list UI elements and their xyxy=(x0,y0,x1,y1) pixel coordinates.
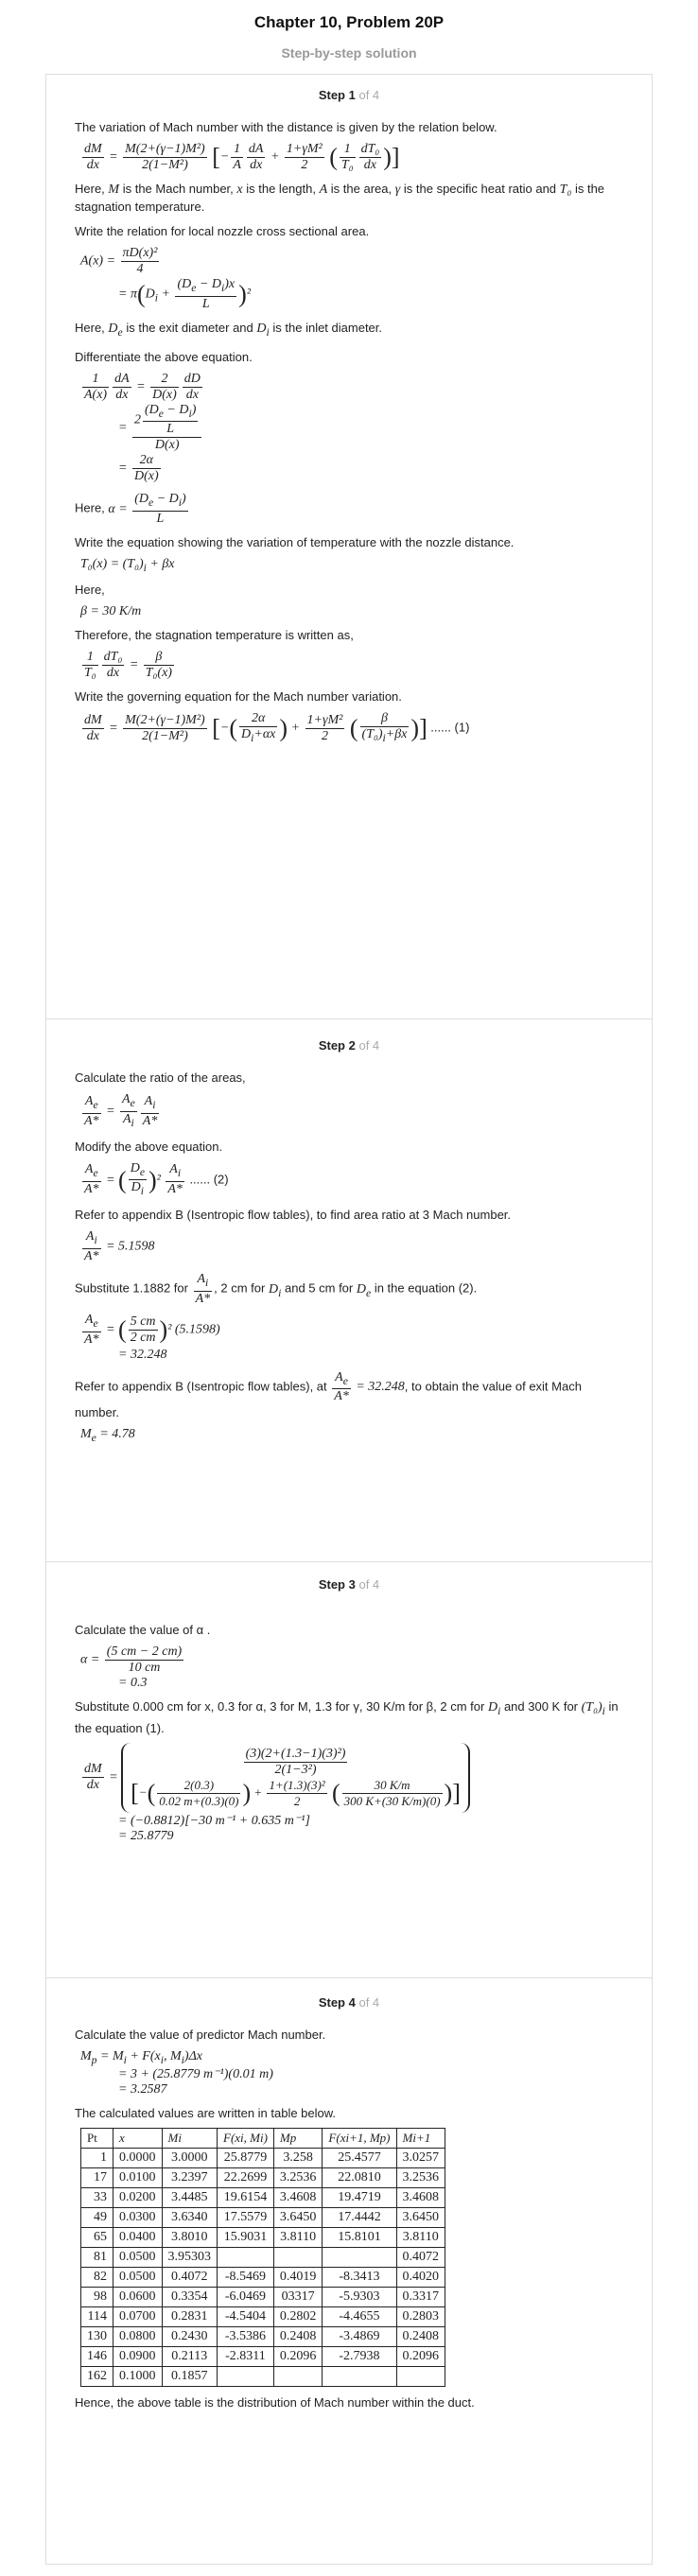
table-cell: 0.4072 xyxy=(396,2247,445,2267)
governing-equation: $\frac{dM}{dx}$ = $\frac{\text{M(2+(γ−1)M²)}}{\text{2(1−M²)}}$ [−( $\frac{2\alpha}{D_i+\alpha x}$ ) + $\frac{\text{1+γM²}}{2}$ ( $\frac{\beta}{(T_0)_i+\beta x}$ )] ...... (1) xyxy=(84,710,470,744)
step-1-variables-text: Here, M is the Mach number, x is the length, A is the area, γ is the specific heat ratio and T₀ is the stagnation temperature. xyxy=(75,182,605,214)
step-4-card xyxy=(45,1978,653,2565)
table-cell: 3.258 xyxy=(273,2148,323,2167)
table-cell: 65 xyxy=(81,2227,113,2247)
table-row xyxy=(81,2227,445,2247)
step-2-label: Step 2 xyxy=(318,1038,356,1053)
table-cell: 0.0800 xyxy=(113,2326,163,2346)
table-cell: 0.4020 xyxy=(396,2267,445,2287)
step-4-table-text: The calculated values are written in table below. xyxy=(75,2105,337,2120)
step-2-modify-text: Modify the above equation. xyxy=(75,1139,223,1154)
table-cell: -4.5404 xyxy=(218,2306,274,2326)
table-cell: 17.5579 xyxy=(218,2207,274,2227)
table-cell: 0.0200 xyxy=(113,2187,163,2207)
table-cell: 81 xyxy=(81,2247,113,2267)
table-row xyxy=(81,2207,445,2227)
step-2-heading xyxy=(75,1019,623,1062)
table-cell: 03317 xyxy=(273,2287,323,2306)
table-cell: 3.8110 xyxy=(273,2227,323,2247)
table-cell: 1 xyxy=(81,2148,113,2167)
table-cell: 3.2536 xyxy=(273,2167,323,2187)
step-1-alpha-text: Here, α = $\frac{(D_e - D_i)}{L}$ xyxy=(75,492,186,527)
table-cell: 162 xyxy=(81,2366,113,2386)
table-cell: 0.0600 xyxy=(113,2287,163,2306)
stagnation-equation: $\frac{1}{\text{T₀}}$ $\frac{\text{dT₀}}{dx}$ = $\frac{\beta}{\text{T₀(x)}}$ xyxy=(84,649,172,680)
table-cell: 0.0400 xyxy=(113,2227,163,2247)
table-cell: 3.4608 xyxy=(273,2187,323,2207)
table-header-row xyxy=(81,2128,445,2148)
table-cell: 146 xyxy=(81,2346,113,2366)
table-cell: 17.4442 xyxy=(323,2207,396,2227)
table-cell: 22.0810 xyxy=(323,2167,396,2187)
beta-value: β = 30 K/m xyxy=(80,603,142,618)
table-cell: 3.6450 xyxy=(273,2207,323,2227)
col-header: Mp xyxy=(273,2128,323,2148)
table-cell: 3.0257 xyxy=(396,2148,445,2167)
area-equation: A(x) = $\frac{\text{πD(x)²}}{4}$ = $\pi(D_i$ + $\frac{(D_e - D_i)x}{L}$ )² xyxy=(80,246,252,311)
table-cell: 17 xyxy=(81,2167,113,2187)
page-subtitle: Step-by-step solution xyxy=(281,45,417,61)
step-1-governing-text: Write the governing equation for the Mach number variation. xyxy=(75,688,402,704)
table-cell: 3.2397 xyxy=(162,2167,218,2187)
table-cell: 0.2113 xyxy=(162,2346,218,2366)
table-row xyxy=(81,2148,445,2167)
table-row xyxy=(81,2326,445,2346)
table-cell: 15.9031 xyxy=(218,2227,274,2247)
table-cell: 3.6340 xyxy=(162,2207,218,2227)
table-cell: 22.2699 xyxy=(218,2167,274,2187)
table-cell xyxy=(218,2366,274,2386)
step-2-of: of 4 xyxy=(358,1038,380,1053)
table-cell: 0.2408 xyxy=(396,2326,445,2346)
table-cell: 0.1857 xyxy=(162,2366,218,2386)
table-cell: 0.3354 xyxy=(162,2287,218,2306)
step-3-intro: Calculate the value of α . xyxy=(75,1623,211,1637)
step-1-label: Step 1 xyxy=(318,88,356,102)
table-cell: 0.0900 xyxy=(113,2346,163,2366)
table-cell: -6.0469 xyxy=(218,2287,274,2306)
col-header: F(xi, Mi) xyxy=(218,2128,274,2148)
table-cell: 0.2096 xyxy=(396,2346,445,2366)
exit-area-ratio-calc: $\frac{A_e}{A*}$ = ( $\frac{5 cm}{2 cm}$ )² (5.1598) = 32.248 xyxy=(84,1312,220,1362)
table-cell: 19.6154 xyxy=(218,2187,274,2207)
table-cell: -3.4869 xyxy=(323,2326,396,2346)
derivative-equation: $\frac{1}{A(x)}$ $\frac{dA}{dx}$ = $\frac{2}{D(x)}$ $\frac{dD}{dx}$ = 2 $\frac{(D_e - D_i)}{L}$ D(x) = $\frac{2\alpha}{D(x)}$ xyxy=(84,371,201,484)
temperature-equation: $T_0(x) = (T_0)_i + \beta x$ xyxy=(80,557,175,574)
table-cell: -8.3413 xyxy=(323,2267,396,2287)
step-1-area-text: Write the relation for local nozzle cross sectional area. xyxy=(75,224,370,238)
table-cell: 3.6450 xyxy=(396,2207,445,2227)
step-4-heading xyxy=(75,1978,623,2019)
table-cell: 0.3317 xyxy=(396,2287,445,2306)
table-cell: 98 xyxy=(81,2287,113,2306)
step-3-label: Step 3 xyxy=(318,1577,356,1592)
table-cell xyxy=(273,2247,323,2267)
table-cell: 3.8010 xyxy=(162,2227,218,2247)
step-2-appendix-text: Refer to appendix B (Isentropic flow tables), to find area ratio at 3 Mach number. xyxy=(75,1208,512,1223)
table-cell: 0.0500 xyxy=(113,2267,163,2287)
mach-derivative-calc: $\frac{dM}{dx}$ = $\frac{\text{(3)(2+(1.3−1)(3)²)}}{\text{2(1−3²)}}$ [−( $\frac{2(0.3)}{0.02 m+(0.3)(0)}$ ) + $\frac{\text{1+(1.3)(3)²}}{2}$ ( $\frac{30 K/m}{300 K+(30 K/m)(0)}$ )] = (−0.8812)[−30 m⁻¹ + 0.635 m⁻¹] = 25.8779 xyxy=(80,1743,623,1844)
table-cell: -3.5386 xyxy=(218,2326,274,2346)
table-cell: 0.4019 xyxy=(273,2267,323,2287)
modified-equation: $\frac{A_e}{A*}$ = ( $\frac{D_e}{D_i}$ )² $\frac{A_i}{A*}$ ...... (2) xyxy=(84,1160,229,1198)
step-4-of: of 4 xyxy=(358,1995,380,2010)
table-row xyxy=(81,2247,445,2267)
table-cell: 25.8779 xyxy=(218,2148,274,2167)
table-cell xyxy=(396,2366,445,2386)
table-cell: 0.2831 xyxy=(162,2306,218,2326)
step-1-of: of 4 xyxy=(358,88,380,102)
predictor-mach-calc: $M_p = M_i + F(x_i$, $M_i)\Delta x$ = 3 + (25.8779 m⁻¹)(0.01 m) = 3.2587 xyxy=(80,2049,273,2097)
step-4-label: Step 4 xyxy=(318,1995,356,2010)
table-cell: 0.4072 xyxy=(162,2267,218,2287)
col-header: Pt xyxy=(81,2128,113,2148)
table-cell xyxy=(218,2247,274,2267)
step-4-conclusion: Hence, the above table is the distribution of Mach number within the duct. xyxy=(75,2394,475,2410)
table-cell: -5.9303 xyxy=(323,2287,396,2306)
step-2-intro: Calculate the ratio of the areas, xyxy=(75,1070,246,1085)
table-cell: 33 xyxy=(81,2187,113,2207)
step-3-substitute-text: Substitute 0.000 cm for x, 0.3 for α, 3 for M, 1.3 for γ, 30 K/m for β, 2 cm for $D_i$ and 300 K for $(T_0)_i$ in the equation (1). xyxy=(75,1699,619,1735)
table-cell xyxy=(323,2247,396,2267)
table-cell: 49 xyxy=(81,2207,113,2227)
table-cell: 0.2802 xyxy=(273,2306,323,2326)
table-cell: 3.4608 xyxy=(396,2187,445,2207)
alpha-calc: α = $\frac{(5 cm - 2 cm)}{10 cm}$ = 0.3 xyxy=(80,1645,183,1690)
col-header: x xyxy=(113,2128,163,2148)
step-2-card xyxy=(45,1019,653,1562)
area-ratio-value: $\frac{A_i}{A*}$ = 5.1598 xyxy=(84,1229,155,1263)
table-cell xyxy=(323,2366,396,2386)
step-1-temperature-text: Write the equation showing the variation of temperature with the nozzle distance. xyxy=(75,535,515,550)
table-row xyxy=(81,2346,445,2366)
table-cell: 0.0100 xyxy=(113,2167,163,2187)
col-header: F(xi+1, Mp) xyxy=(323,2128,396,2148)
table-row xyxy=(81,2306,445,2326)
table-cell: -2.7938 xyxy=(323,2346,396,2366)
table-cell: 3.2536 xyxy=(396,2167,445,2187)
col-header: Mi xyxy=(162,2128,218,2148)
step-2-exit-mach-text: Refer to appendix B (Isentropic flow tables), at $\frac{A_e}{A*}$ = 32.248, to obtain the value of exit Mach number. xyxy=(75,1369,582,1420)
table-row xyxy=(81,2267,445,2287)
table-cell: 25.4577 xyxy=(323,2148,396,2167)
table-cell: 0.0300 xyxy=(113,2207,163,2227)
step-1-differentiate-text: Differentiate the above equation. xyxy=(75,349,253,364)
table-cell: 82 xyxy=(81,2267,113,2287)
table-row xyxy=(81,2167,445,2187)
step-3-of: of 4 xyxy=(358,1577,380,1592)
table-cell: 0.0700 xyxy=(113,2306,163,2326)
table-cell: 0.2803 xyxy=(396,2306,445,2326)
table-cell: 0.1000 xyxy=(113,2366,163,2386)
area-ratio-equation: $\frac{A_e}{A*}$ = $\frac{A_e}{A_i}$ $\frac{A_i}{A*}$ xyxy=(84,1092,158,1129)
table-row xyxy=(81,2187,445,2207)
mach-variation-equation: $\frac{dM}{dx}$ = $\frac{\text{M(2+(γ−1)M²)}}{\text{2(1−M²)}}$ [− $\frac{1}{A}$ $\frac{dA}{dx}$ + $\frac{\text{1+γM²}}{2}$ ( $\frac{1}{\text{T₀}}$ $\frac{\text{dT₀}}{dx}$ )] xyxy=(84,142,400,172)
step-2-substitute-text: Substitute 1.1882 for $\frac{A_i}{A*}$ , 2 cm for $D_i$ and 5 cm for $D_e$ in the equation (2). xyxy=(75,1271,478,1306)
step-3-heading xyxy=(75,1562,623,1601)
table-row xyxy=(81,2366,445,2386)
step-1-intro: The variation of Mach number with the distance is given by the relation below. xyxy=(75,120,497,134)
table-cell: 3.95303 xyxy=(162,2247,218,2267)
table-cell: 0.0500 xyxy=(113,2247,163,2267)
table-cell: -2.8311 xyxy=(218,2346,274,2366)
page-header xyxy=(0,0,698,61)
step-1-stagnation-text: Therefore, the stagnation temperature is written as, xyxy=(75,627,354,642)
table-cell: 0.0000 xyxy=(113,2148,163,2167)
table-cell: 3.8110 xyxy=(396,2227,445,2247)
table-row xyxy=(81,2287,445,2306)
step-1-here-text: Here, xyxy=(75,582,105,597)
table-cell xyxy=(273,2366,323,2386)
page-title: Chapter 10, Problem 20P xyxy=(253,13,445,31)
exit-mach-value: $M_e = 4.78$ xyxy=(80,1427,135,1445)
step-1-heading xyxy=(75,75,623,112)
table-cell: 114 xyxy=(81,2306,113,2326)
table-cell: 3.0000 xyxy=(162,2148,218,2167)
table-cell: 19.4719 xyxy=(323,2187,396,2207)
table-cell: -4.4655 xyxy=(323,2306,396,2326)
mach-distribution-table xyxy=(80,2128,445,2387)
table-cell: 0.2430 xyxy=(162,2326,218,2346)
table-cell: 3.4485 xyxy=(162,2187,218,2207)
table-cell: 15.8101 xyxy=(323,2227,396,2247)
step-1-diameter-text: Here, $D_e$ is the exit diameter and $D_i$ is the inlet diameter. xyxy=(75,320,383,339)
table-cell: 130 xyxy=(81,2326,113,2346)
table-cell: 0.2096 xyxy=(273,2346,323,2366)
table-cell: -8.5469 xyxy=(218,2267,274,2287)
step-1-card xyxy=(45,74,653,1019)
step-3-card xyxy=(45,1562,653,1978)
table-cell: 0.2408 xyxy=(273,2326,323,2346)
step-4-intro: Calculate the value of predictor Mach number. xyxy=(75,2028,326,2042)
col-header: Mi+1 xyxy=(396,2128,445,2148)
